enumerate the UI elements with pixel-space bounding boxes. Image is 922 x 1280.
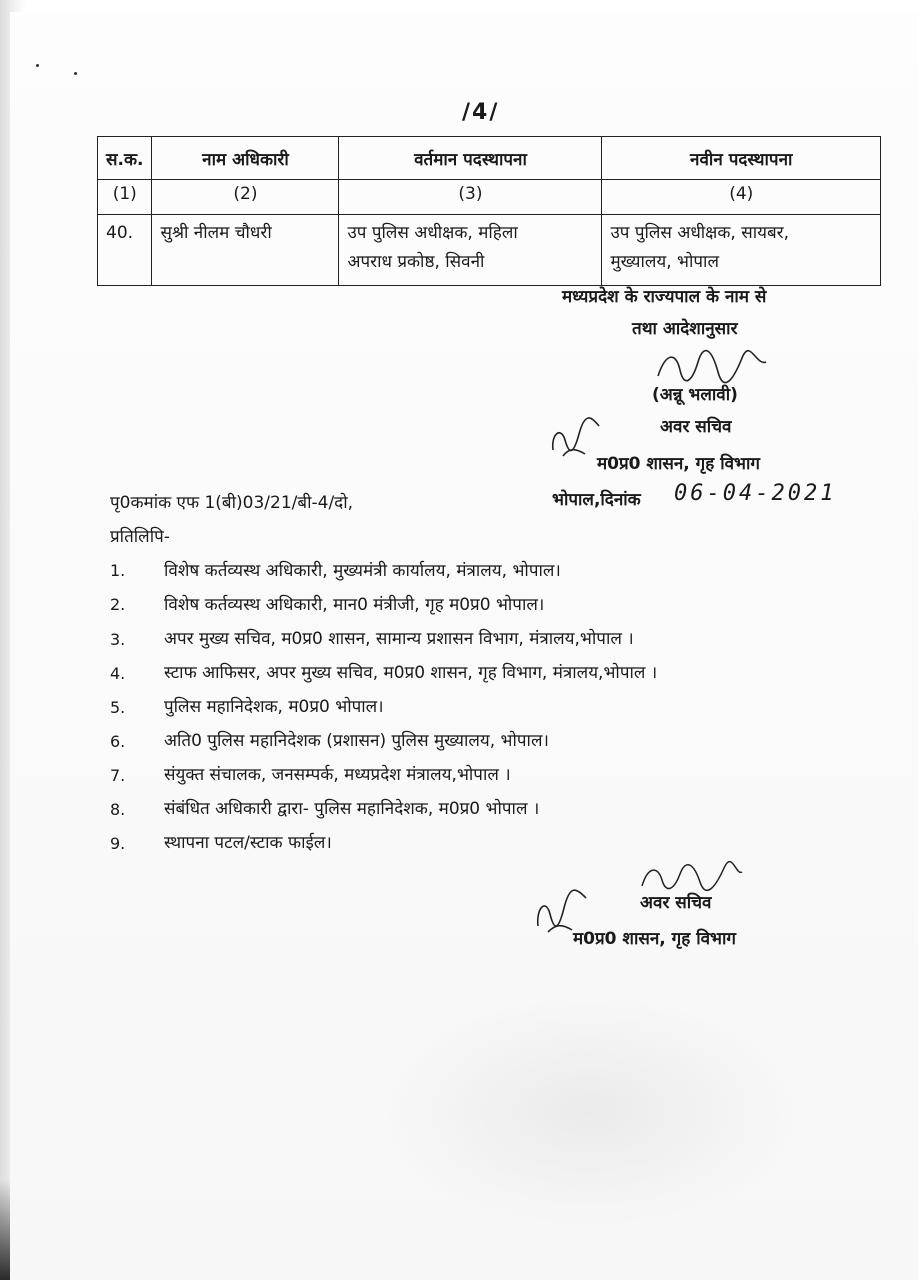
index-cell: (3) (339, 180, 602, 215)
copy-item-text: अपर मुख्य सचिव, म0प्र0 शासन, सामान्य प्रशासन विभाग, मंत्रालय,भोपाल । (164, 629, 634, 649)
header-officer-name: नाम अधिकारी (152, 137, 339, 180)
copy-item-text: अति0 पुलिस महानिदेशक (प्रशासन) पुलिस मुख्यालय, भोपाल। (164, 731, 549, 751)
signatory-department: म0प्र0 शासन, गृह विभाग (597, 454, 760, 474)
current-posting-line: उप पुलिस अधीक्षक, महिला (347, 223, 518, 243)
copy-item-number: 9. (110, 834, 126, 853)
officer-name-cell: सुश्री नीलम चौधरी (152, 215, 339, 286)
header-new-posting: नवीन पदस्थापना (602, 137, 881, 180)
serial-cell: 40. (98, 215, 152, 286)
index-cell: (4) (602, 180, 881, 215)
table-header-row (98, 137, 881, 180)
issue-date: 06-04-2021 (674, 481, 837, 506)
copy-item-number: 4. (110, 664, 126, 683)
copy-item-text: संयुक्त संचालक, जनसम्पर्क, मध्यप्रदेश मंत्रालय,भोपाल । (164, 765, 511, 785)
copy-item-text: पुलिस महानिदेशक, म0प्र0 भोपाल। (164, 697, 384, 717)
speck (74, 72, 77, 75)
new-posting-line: उप पुलिस अधीक्षक, सायबर, (610, 223, 790, 243)
current-posting-line: अपराध प्रकोष्ठ, सिवनी (347, 252, 485, 272)
copy-item-number: 6. (110, 732, 126, 751)
table-row (98, 215, 881, 286)
copy-item-number: 8. (110, 800, 126, 819)
copy-item-text: संबंधित अधिकारी द्वारा- पुलिस महानिदेशक, म0प्र0 भोपाल । (164, 799, 540, 819)
new-posting-cell (602, 215, 881, 286)
copy-item-text: स्टाफ आफिसर, अपर मुख्य सचिव, म0प्र0 शासन, गृह विभाग, मंत्रालय,भोपाल । (164, 663, 658, 683)
copy-to-label: प्रतिलिपि- (110, 527, 170, 547)
index-cell: (2) (152, 180, 339, 215)
copy-item-text: विशेष कर्तव्यस्थ अधिकारी, मुख्यमंत्री कार्यालय, मंत्रालय, भोपाल। (164, 561, 561, 581)
order-line-1: मध्यप्रदेश के राज्यपाल के नाम से (562, 287, 767, 307)
copy-item-text: विशेष कर्तव्यस्थ अधिकारी, मान0 मंत्रीजी, गृह म0प्र0 भोपाल। (164, 595, 545, 615)
table-index-row (98, 180, 881, 215)
endorsement-number: पृ0कमांक एफ 1(बी)03/21/बी-4/दो, (110, 493, 353, 513)
initials-signature (545, 410, 605, 466)
order-line-2: तथा आदेशानुसार (632, 319, 738, 339)
header-serial: स.क. (98, 137, 152, 180)
copy-item-number: 3. (110, 630, 126, 649)
footer-department: म0प्र0 शासन, गृह विभाग (573, 929, 736, 949)
copy-item-number: 5. (110, 698, 126, 717)
footer-designation: अवर सचिव (640, 893, 712, 913)
copy-item-number: 7. (110, 766, 126, 785)
current-posting-cell (339, 215, 602, 286)
paper-glare (380, 990, 800, 1230)
speck (36, 64, 39, 67)
signatory-designation: अवर सचिव (660, 417, 732, 437)
new-posting-line: मुख्यालय, भोपाल (610, 252, 719, 272)
posting-table (97, 136, 881, 286)
copy-item-text: स्थापना पटल/स्टाक फाईल। (164, 833, 332, 853)
place-date-label: भोपाल,दिनांक (552, 490, 641, 510)
index-cell: (1) (98, 180, 152, 215)
signatory-name: (अन्नू भलावी) (652, 385, 738, 405)
copy-item-number: 1. (110, 561, 126, 580)
copy-item-number: 2. (110, 595, 126, 614)
page-number: /4/ (462, 100, 500, 125)
header-current-posting: वर्तमान पदस्थापना (339, 137, 602, 180)
